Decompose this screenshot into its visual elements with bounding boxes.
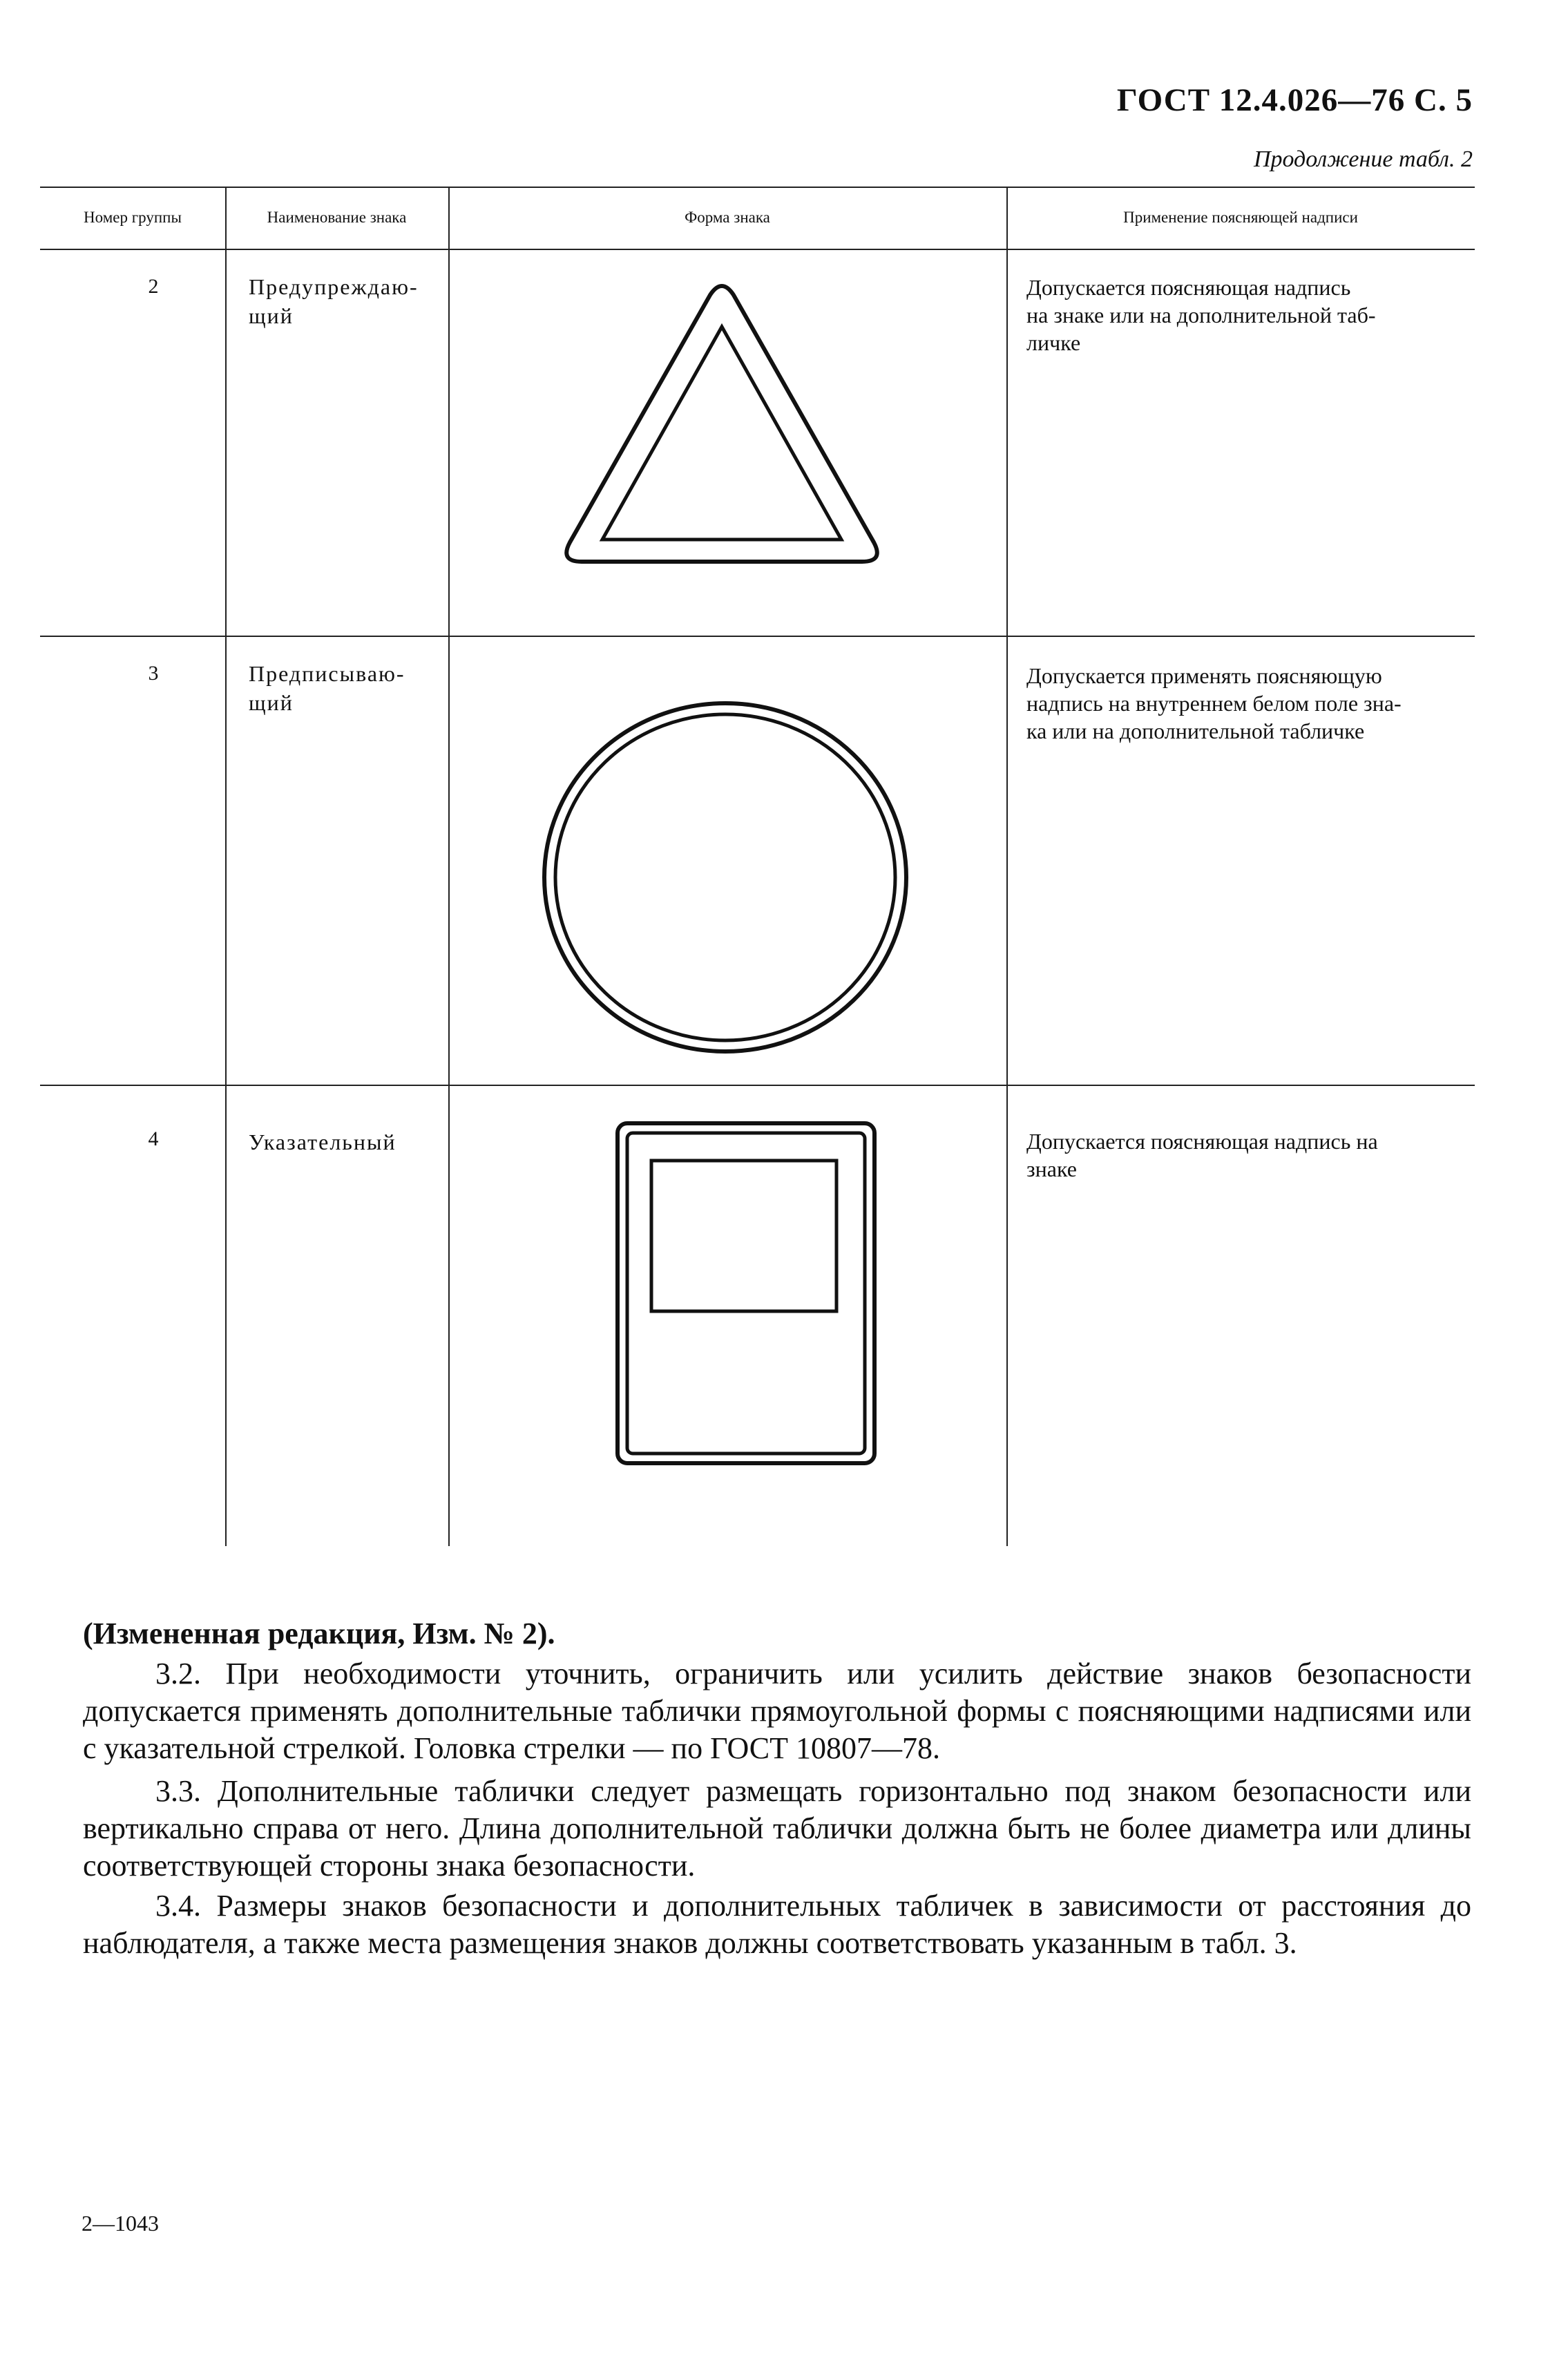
usage-text <box>1026 274 1469 356</box>
paragraph-3-4: 3.4. Размеры знаков безопасности и дополнительных табличек в зависимости от расстояния до наблюдателя, а также места размещения знаков должны соответствовать указанным в табл. 3. <box>83 1889 1471 1960</box>
sign-name-line: Указательный <box>249 1130 396 1154</box>
paragraph-3-3: 3.3. Дополнительные таблички следует размещать горизонтально под знаком безопасности или вертикально справа от него. Длина дополнительной таблички должна быть не более диаметра или длины соответствующей стороны знака безопасности. <box>83 1774 1471 1883</box>
group-number: 2 <box>148 275 159 298</box>
sign-name-line: Предупреждаю- <box>249 274 419 299</box>
group-number: 3 <box>148 662 159 685</box>
table-column-divider <box>225 187 227 1546</box>
table-row-divider <box>40 1085 1475 1086</box>
usage-line: Допускается применять поясняющую <box>1026 663 1382 688</box>
print-code: 2—1043 <box>82 2211 159 2236</box>
table-column-divider <box>448 187 450 1546</box>
group-number: 4 <box>148 1127 159 1150</box>
page-title: ГОСТ 12.4.026—76 С. 5 <box>1116 82 1473 118</box>
table-continuation-note: Продолжение табл. 2 <box>1253 146 1473 172</box>
sign-name-line: щий <box>249 690 294 715</box>
sign-name-line: Предписываю- <box>249 661 405 686</box>
usage-line: Допускается поясняющая надпись на <box>1026 1129 1378 1154</box>
column-header-number: Номер группы <box>84 209 182 226</box>
usage-line: ка или на дополнительной табличке <box>1026 718 1365 743</box>
usage-line: знаке <box>1026 1156 1077 1181</box>
usage-line: надпись на внутреннем белом поле зна- <box>1026 691 1402 716</box>
sign-name <box>249 659 442 717</box>
usage-line: на знаке или на дополнительной таб- <box>1026 303 1376 327</box>
column-header-usage: Применение поясняющей надписи <box>1123 209 1358 226</box>
paragraph-3-2: 3.2. При необходимости уточнить, ограничить или усилить действие знаков безопасности допускается применять дополнительные таблички прямоугольной формы с поясняющими надписями или с указательной стрелкой. Головка стрелки — по ГОСТ 10807—78. <box>83 1657 1471 1765</box>
rectangle-icon <box>615 1121 877 1466</box>
table-column-divider <box>1006 187 1008 1546</box>
usage-text <box>1026 1127 1469 1183</box>
usage-line: личке <box>1026 330 1081 355</box>
column-header-name: Наименование знака <box>267 209 407 226</box>
table-row-divider <box>40 636 1475 637</box>
column-header-shape: Форма знака <box>685 209 770 226</box>
table-top-rule <box>40 187 1475 188</box>
amendment-note: (Измененная редакция, Изм. № 2). <box>83 1617 555 1650</box>
usage-line: Допускается поясняющая надпись <box>1026 275 1351 300</box>
sign-name-line: щий <box>249 303 294 328</box>
usage-text <box>1026 662 1469 745</box>
sign-name <box>249 272 442 330</box>
circle-icon <box>539 698 912 1057</box>
table-header-rule <box>40 249 1475 250</box>
sign-name <box>249 1127 442 1156</box>
triangle-icon <box>560 280 884 570</box>
